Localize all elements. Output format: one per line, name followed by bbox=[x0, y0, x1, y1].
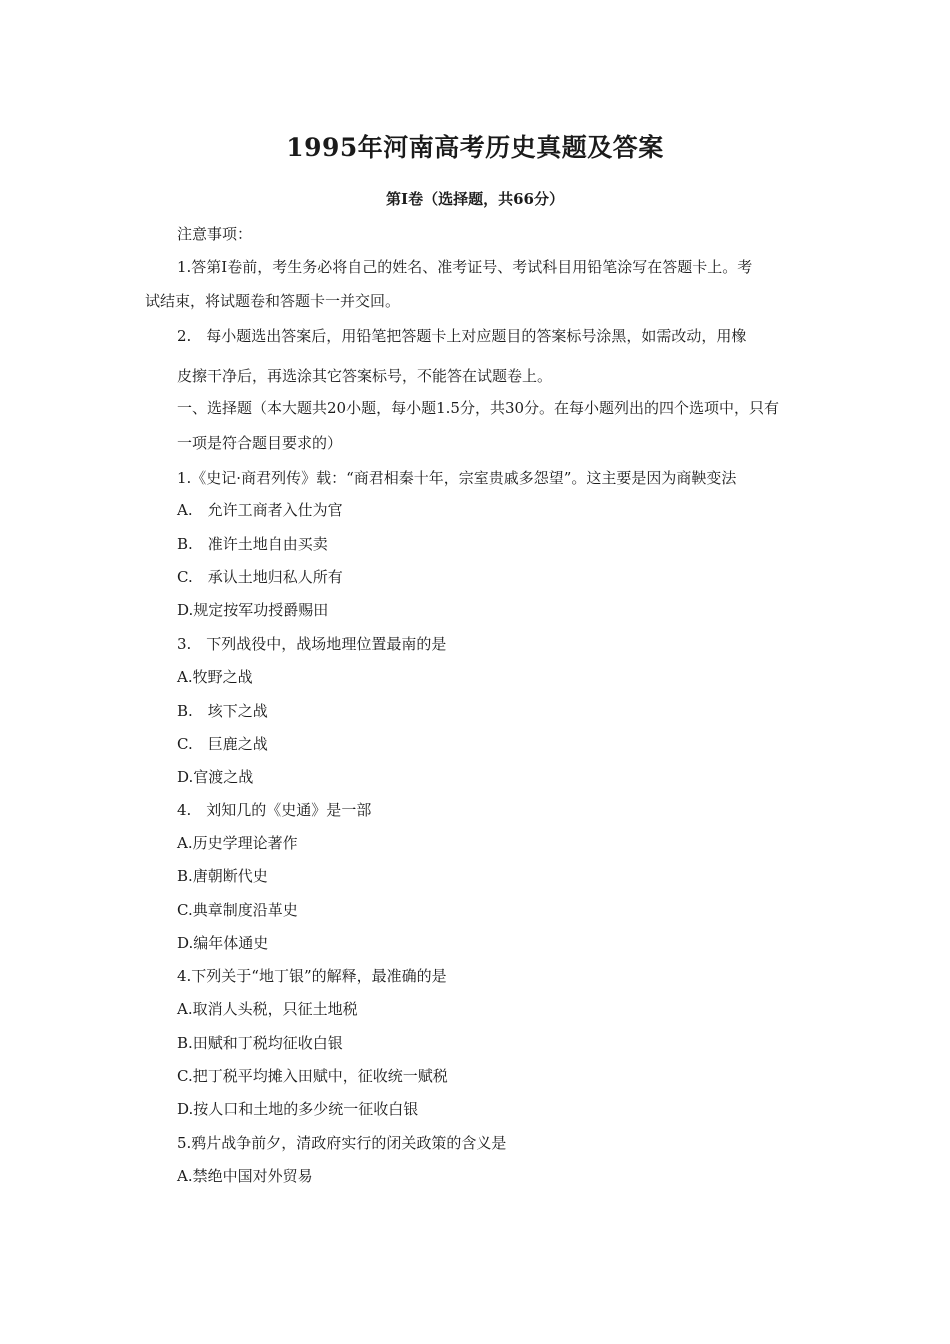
question-5-stem: 5.鸦片战争前夕，清政府实行的闭关政策的含义是 bbox=[177, 1134, 507, 1152]
question-4a-option-b: B.唐朝断代史 bbox=[177, 867, 268, 885]
question-4b-option-a: A.取消人头税，只征土地税 bbox=[177, 1000, 358, 1018]
question-3-option-c: C. 巨鹿之战 bbox=[177, 735, 268, 753]
question-1-option-b: B. 准许土地自由买卖 bbox=[177, 535, 328, 553]
question-1-stem: 1.《史记·商君列传》载：“商君相秦十年，宗室贵戚多怨望”。这主要是因为商鞅变法 bbox=[177, 469, 737, 487]
question-1-option-a: A. 允许工商者入仕为官 bbox=[177, 501, 343, 519]
question-4b-option-c: C.把丁税平均摊入田赋中，征收统一赋税 bbox=[177, 1067, 448, 1085]
question-4a-option-d: D.编年体通史 bbox=[177, 934, 269, 952]
notice-1-line2: 试结束，将试题卷和答题卡一并交回。 bbox=[145, 292, 401, 310]
question-4b-stem: 4.下列关于“地丁银”的解释，最准确的是 bbox=[177, 967, 447, 985]
question-3-option-d: D.官渡之战 bbox=[177, 768, 254, 786]
notice-2-line1: 2. 每小题选出答案后，用铅笔把答题卡上对应题目的答案标号涂黑，如需改动，用橡 bbox=[177, 327, 747, 345]
section-title: 第Ⅰ卷（选择题，共66分） bbox=[386, 190, 564, 208]
question-4a-stem: 4. 刘知几的《史通》是一部 bbox=[177, 801, 372, 819]
part1-instructions-line1: 一、选择题（本大题共20小题，每小题1.5分，共30分。在每小题列出的四个选项中，只有 bbox=[177, 399, 780, 417]
notice-2-line2: 皮擦干净后，再选涂其它答案标号，不能答在试题卷上。 bbox=[177, 367, 553, 385]
question-3-option-b: B. 垓下之战 bbox=[177, 702, 268, 720]
question-4b-option-d: D.按人口和土地的多少统一征收白银 bbox=[177, 1100, 419, 1118]
question-5-option-a: A.禁绝中国对外贸易 bbox=[177, 1167, 313, 1185]
question-3-option-a: A.牧野之战 bbox=[177, 668, 253, 686]
question-4b-option-b: B.田赋和丁税均征收白银 bbox=[177, 1034, 343, 1052]
question-1-option-d: D.规定按军功授爵赐田 bbox=[177, 601, 329, 619]
notice-1-line1: 1.答第Ⅰ卷前，考生务必将自己的姓名、准考证号、考试科目用铅笔涂写在答题卡上。考 bbox=[177, 258, 753, 276]
question-1-option-c: C. 承认土地归私人所有 bbox=[177, 568, 343, 586]
question-4a-option-a: A.历史学理论著作 bbox=[177, 834, 298, 852]
question-4a-option-c: C.典章制度沿革史 bbox=[177, 901, 298, 919]
notice-heading: 注意事项： bbox=[177, 225, 253, 243]
document-title: 1995年河南高考历史真题及答案 bbox=[286, 133, 664, 162]
question-3-stem: 3. 下列战役中，战场地理位置最南的是 bbox=[177, 635, 447, 653]
part1-instructions-line2: 一项是符合题目要求的） bbox=[177, 434, 343, 452]
